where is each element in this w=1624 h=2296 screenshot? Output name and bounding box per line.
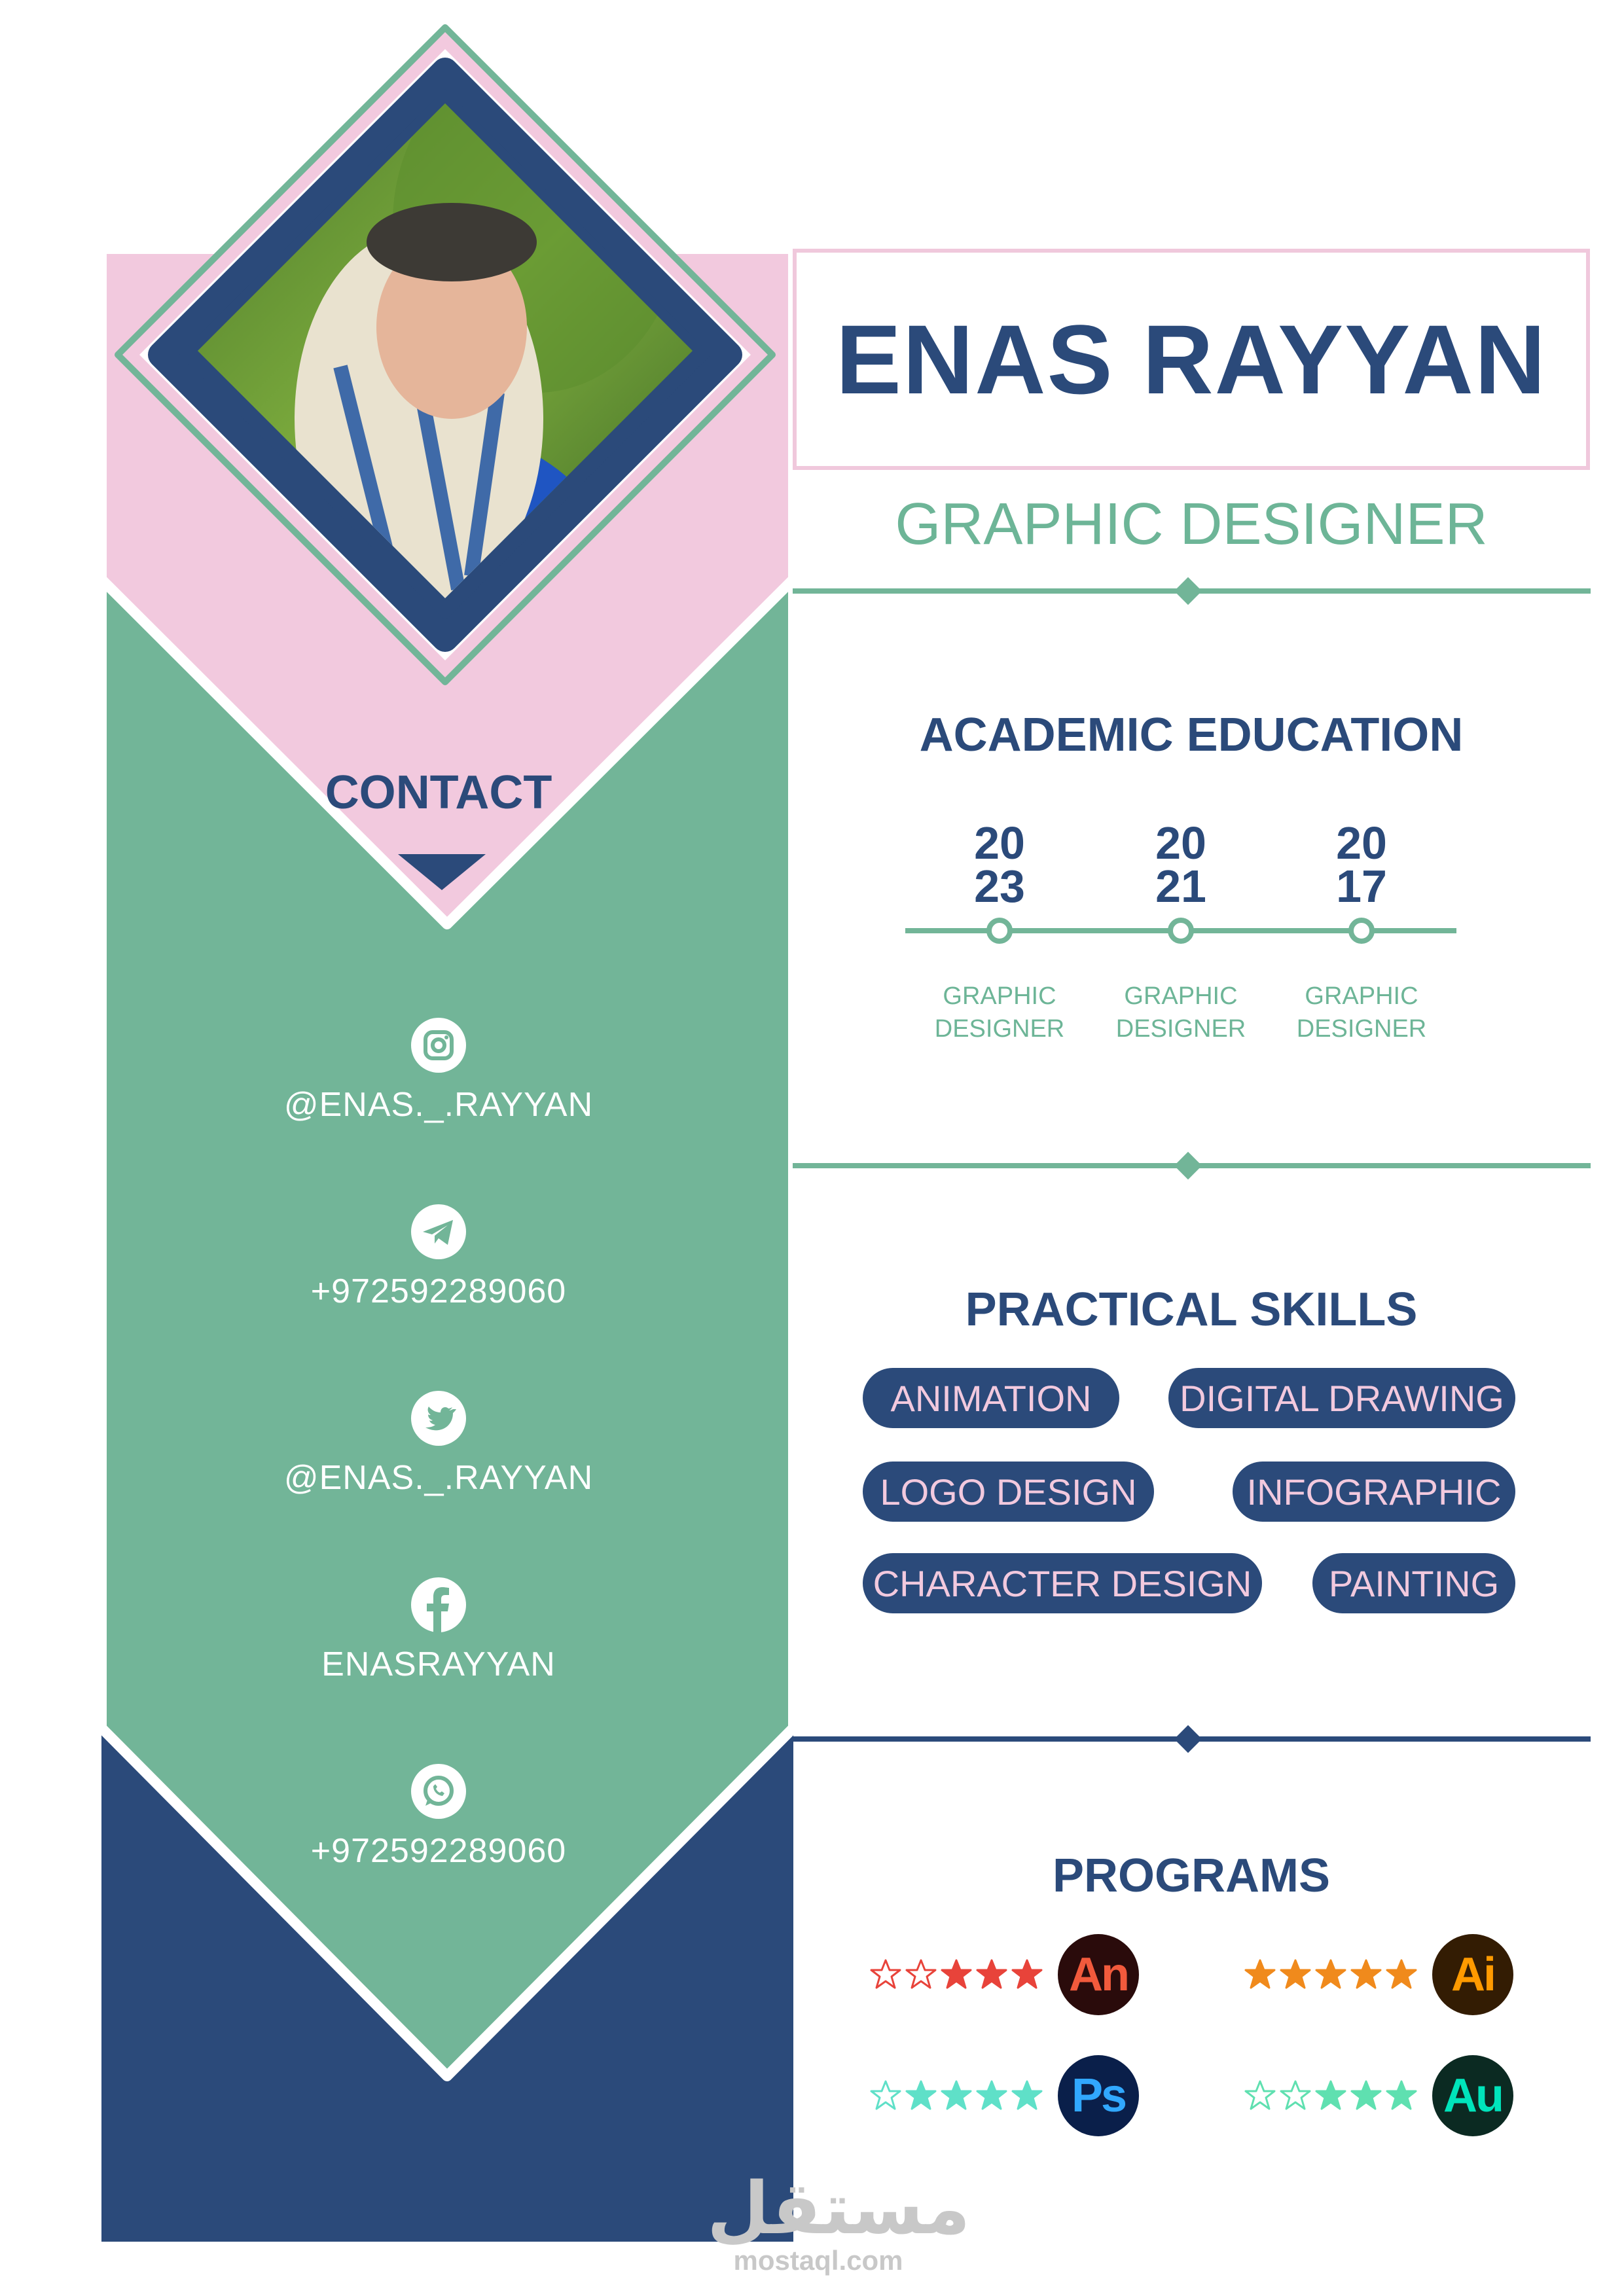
program-animate bbox=[869, 1934, 1139, 2015]
job-title: GRAPHIC DESIGNER bbox=[895, 492, 1488, 557]
education-label bbox=[921, 980, 1078, 1045]
contact-text: +972592289060 bbox=[310, 1832, 567, 1870]
education-year-bottom: 21 bbox=[1155, 861, 1206, 912]
education-entry bbox=[1102, 817, 1259, 1045]
star-filled-icon bbox=[905, 2079, 937, 2112]
contact-text: @ENAS._.RAYYAN bbox=[283, 1086, 594, 1124]
skill-pill: INFOGRAPHIC bbox=[1233, 1462, 1515, 1522]
contact-item-twitter[interactable] bbox=[223, 1391, 655, 1498]
education-label-line1: GRAPHIC bbox=[943, 982, 1056, 1010]
education-label-line1: GRAPHIC bbox=[1305, 982, 1418, 1010]
star-filled-icon bbox=[1350, 2079, 1382, 2112]
illustrator-app-icon: Ai bbox=[1432, 1934, 1513, 2015]
education-label-line2: DESIGNER bbox=[1296, 1015, 1427, 1043]
skill-pill: DIGITAL DRAWING bbox=[1168, 1368, 1515, 1428]
star-filled-icon bbox=[940, 1958, 973, 1991]
star-filled-icon bbox=[975, 2079, 1008, 2112]
star-filled-icon bbox=[1385, 1958, 1418, 1991]
contact-item-telegram[interactable] bbox=[223, 1204, 655, 1311]
star-filled-icon bbox=[1350, 1958, 1382, 1991]
star-filled-icon bbox=[1244, 1958, 1276, 1991]
skill-pill: ANIMATION bbox=[863, 1368, 1119, 1428]
watermark-latin: mostaql.com bbox=[733, 2245, 903, 2276]
skill-pill: PAINTING bbox=[1312, 1553, 1515, 1613]
contact-item-instagram[interactable] bbox=[223, 1018, 655, 1124]
watermark bbox=[707, 2168, 971, 2276]
programs-heading: PROGRAMS bbox=[1052, 1850, 1331, 1902]
contact-text: +972592289060 bbox=[310, 1272, 567, 1310]
separator-3 bbox=[793, 1725, 1591, 1753]
name-box bbox=[793, 249, 1590, 470]
star-filled-icon bbox=[1385, 2079, 1418, 2112]
education-label bbox=[1102, 980, 1259, 1045]
skills-heading: PRACTICAL SKILLS bbox=[965, 1283, 1418, 1336]
education-year-top: 20 bbox=[1336, 817, 1387, 869]
education-label-line2: DESIGNER bbox=[1115, 1015, 1246, 1043]
education-year-bottom: 17 bbox=[1336, 861, 1387, 912]
contact-text: @ENAS._.RAYYAN bbox=[283, 1459, 594, 1497]
education-year-bottom: 23 bbox=[974, 861, 1025, 912]
skill-pill: CHARACTER DESIGN bbox=[863, 1553, 1262, 1613]
education-year-top: 20 bbox=[1155, 817, 1206, 869]
education-year-top: 20 bbox=[974, 817, 1025, 869]
program-audition bbox=[1244, 2055, 1513, 2136]
rating-stars bbox=[1244, 1958, 1418, 1991]
education-label bbox=[1283, 980, 1440, 1045]
program-illustrator bbox=[1244, 1934, 1513, 2015]
whatsapp-icon bbox=[411, 1764, 466, 1819]
separator-1 bbox=[793, 577, 1591, 605]
star-filled-icon bbox=[975, 1958, 1008, 1991]
contact-heading: CONTACT bbox=[325, 766, 552, 819]
education-entry bbox=[1283, 817, 1440, 1045]
person-name: ENAS RAYYAN bbox=[835, 304, 1547, 414]
star-filled-icon bbox=[1314, 2079, 1347, 2112]
audition-app-icon: Au bbox=[1432, 2055, 1513, 2136]
program-photoshop bbox=[869, 2055, 1139, 2136]
photoshop-app-icon: Ps bbox=[1058, 2055, 1139, 2136]
twitter-icon bbox=[411, 1391, 466, 1446]
animate-app-icon: An bbox=[1058, 1934, 1139, 2015]
education-heading: ACADEMIC EDUCATION bbox=[919, 709, 1464, 761]
star-filled-icon bbox=[1314, 1958, 1347, 1991]
rating-stars bbox=[1244, 2079, 1418, 2112]
star-empty-icon bbox=[869, 2079, 902, 2112]
star-empty-icon bbox=[1244, 2079, 1276, 2112]
star-empty-icon bbox=[869, 1958, 902, 1991]
skill-pill: LOGO DESIGN bbox=[863, 1462, 1154, 1522]
education-label-line2: DESIGNER bbox=[934, 1015, 1065, 1043]
facebook-icon bbox=[411, 1577, 466, 1632]
contact-item-facebook[interactable] bbox=[223, 1577, 655, 1684]
contact-item-whatsapp[interactable] bbox=[223, 1764, 655, 1871]
star-empty-icon bbox=[1279, 2079, 1312, 2112]
contact-text: ENASRAYYAN bbox=[321, 1645, 556, 1683]
instagram-icon bbox=[411, 1018, 466, 1073]
star-filled-icon bbox=[1011, 2079, 1043, 2112]
rating-stars bbox=[869, 2079, 1043, 2112]
rating-stars bbox=[869, 1958, 1043, 1991]
separator-2 bbox=[793, 1152, 1591, 1179]
star-empty-icon bbox=[905, 1958, 937, 1991]
education-entry bbox=[921, 817, 1078, 1045]
education-label-line1: GRAPHIC bbox=[1124, 982, 1238, 1010]
watermark-arabic: مستقل bbox=[707, 2168, 971, 2249]
telegram-icon bbox=[411, 1204, 466, 1259]
star-filled-icon bbox=[1279, 1958, 1312, 1991]
star-filled-icon bbox=[940, 2079, 973, 2112]
star-filled-icon bbox=[1011, 1958, 1043, 1991]
